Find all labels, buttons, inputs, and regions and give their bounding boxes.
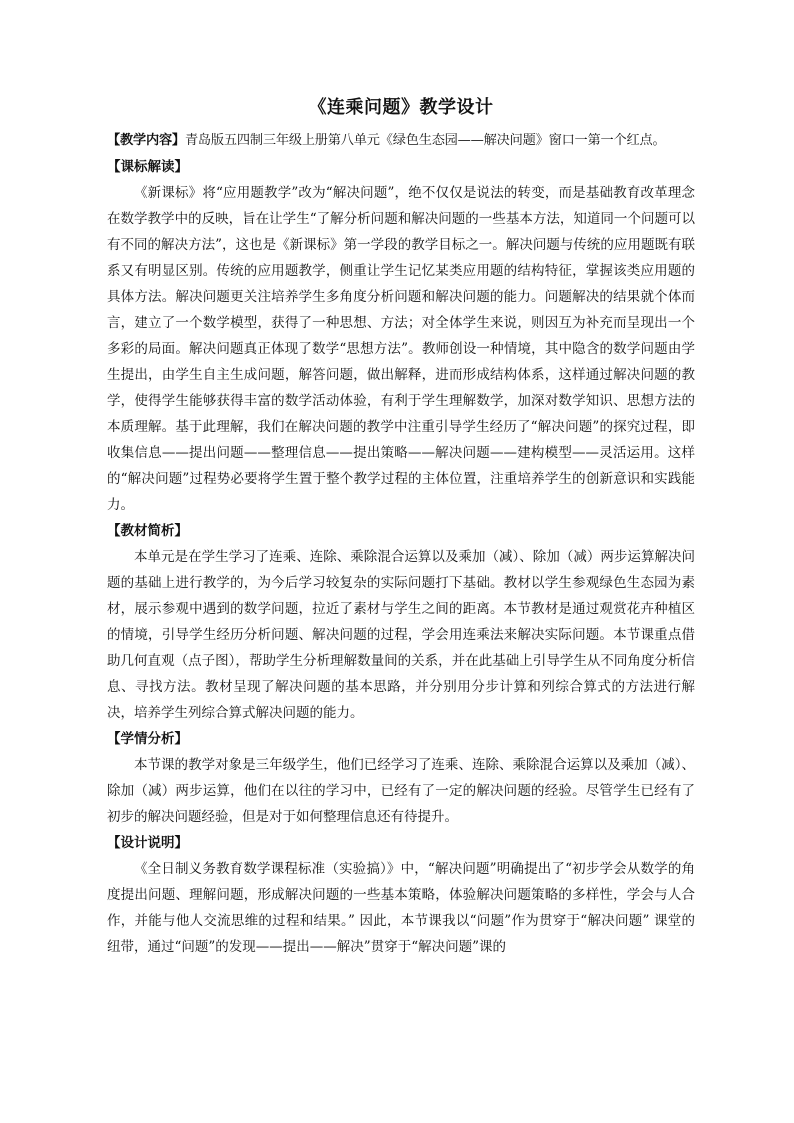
teaching-content-text: 青岛版五四制三年级上册第八单元《绿色生态园——解决问题》窗口一第一个红点。 xyxy=(184,133,666,148)
teaching-content-line xyxy=(107,128,695,154)
teaching-content-label: 【教学内容】 xyxy=(107,133,185,148)
section-heading: 【设计说明】 xyxy=(107,835,188,851)
section-body: 《新课标》将“应用题教学”改为“解决问题”，绝不仅仅是说法的转变，而是基础教育改革理念在数学教学中的反映，旨在让学生“了解分析问题和解决问题的一些基本方法，知道同一个问题可以有不同的解决方法”，这也是《新课标》第一学段的教学目标之一。解决问题与传统的应用题既有联系又有明显区别。传统的应用题教学，侧重让学生记忆某类应用题的结构特征，掌握该类应用题的具体方法。解决问题更关注培养学生多角度分析问题和解决问题的能力。问题解决的结果就个体而言，建立了一个数学模型，获得了一种思想、方法；对全体学生来说，则因互为补充而呈现出一个多彩的局面。解决问题真正体现了数学“思想方法”。教师创设一种情境，其中隐含的数学问题由学生提出，由学生自主生成问题，解答问题，做出解释，进而形成结构体系，这样通过解决问题的教学，使得学生能够获得丰富的数学活动体验，有利于学生理解数学，加深对数学知识、思想方法的本质理解。基于此理解，我们在解决问题的教学中注重引导学生经历了“解决问题”的探究过程，即收集信息——提出问题——整理信息——提出策略——解决问题——建构模型——灵活运用。这样的“解决问题”过程势必要将学生置于整个教学过程的主体位置，注重培养学生的创新意识和实践能力。 xyxy=(107,185,695,513)
document-title: 《连乘问题》教学设计 xyxy=(308,97,494,118)
section-heading: 【课标解读】 xyxy=(107,159,188,175)
section-heading: 【教材简析】 xyxy=(107,523,188,539)
section-curriculum xyxy=(107,154,695,518)
section-textbook xyxy=(107,518,695,726)
section-heading: 【学情分析】 xyxy=(107,731,188,747)
section-body: 本单元是在学生学习了连乘、连除、乘除混合运算以及乘加（减）、除加（减）两步运算解决问题的基础上进行教学的，为今后学习较复杂的实际问题打下基础。教材以学生参观绿色生态园为素材，展示参观中遇到的数学问题，拉近了素材与学生之间的距离。本节教材是通过观赏花卉种植区的情境，引导学生经历分析问题、解决问题的过程，学会用连乘法来解决实际问题。本节课重点借助几何直观（点子图），帮助学生分析理解数量间的关系，并在此基础上引导学生从不同角度分析信息、寻找方法。教材呈现了解决问题的基本思路，并分别用分步计算和列综合算式的方法进行解决，培养学生列综合算式解决问题的能力。 xyxy=(107,549,695,721)
section-body: 本节课的教学对象是三年级学生，他们已经学习了连乘、连除、乘除混合运算以及乘加（减）、除加（减）两步运算，他们在以往的学习中，已经有了一定的解决问题的经验。尽管学生已经有了初步的解决问题经验，但是对于如何整理信息还有待提升。 xyxy=(107,757,695,825)
section-student-analysis xyxy=(107,726,695,830)
section-design-notes xyxy=(107,830,695,960)
section-body: 《全日制义务教育数学课程标准（实验搞）》中，“解决问题”明确提出了“初步学会从数学的角度提出问题、理解问题，形成解决问题的一些基本策略，体验解决问题策略的多样性，学会与人合作，并能与他人交流思维的过程和结果。” 因此，本节课我以“问题”作为贯穿于“解决问题” 课堂的纽带，通过“问题”的发现——提出——解决”贯穿于“解决问题”课的 xyxy=(107,861,695,955)
document-page xyxy=(107,96,695,960)
